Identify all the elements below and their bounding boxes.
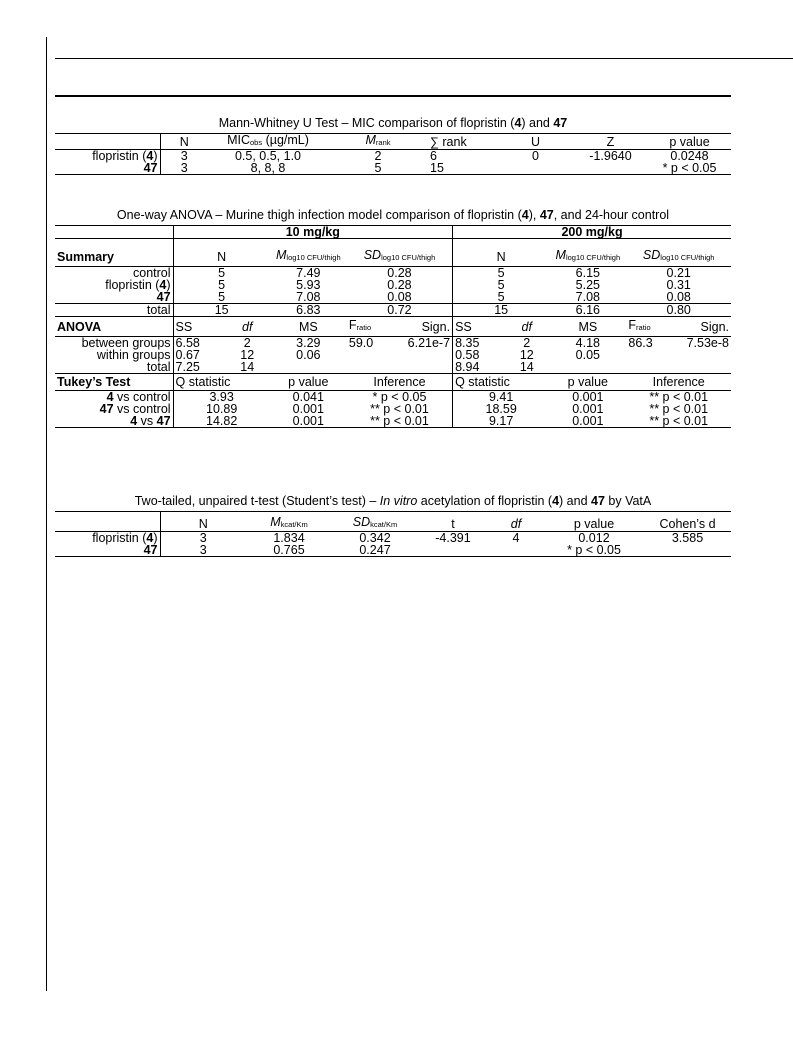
table-row: 47 vs control 10.89 0.001 ** p < 0.01 18.59 0.001 ** p < 0.01 [55,403,731,415]
table-row: flopristin (4) 3 0.5, 0.5, 1.0 2 6 0 -1.9640 0.0248 [55,150,731,163]
header-rule [55,58,793,59]
table-row: within groups 0.67 12 0.06 0.58 12 0.05 [55,349,731,361]
table-row: control 5 7.49 0.28 5 6.15 0.21 [55,267,731,280]
table-row: flopristin (4) 3 1.834 0.342 -4.391 4 0.012 3.585 [55,532,731,545]
mw-h-n: N [160,134,208,150]
table-row: total 7.25 14 8.94 14 [55,361,731,374]
table-row: total 15 6.83 0.72 15 6.16 0.80 [55,304,731,317]
mw-h-mic: $MIC_{obs}$ (µg/mL) [208,134,328,150]
table-row: 47 3 0.765 0.247 * p < 0.05 [55,544,731,557]
mw-title: Mann-Whitney U Test – MIC comparison of flopristin (4) and 47 [218,116,568,130]
tukey-header-row: Tukey’s Test Q statistic p value Inference Q statistic p value Inference [55,374,731,391]
anova-header-row: ANOVA SS df MS $F_{ratio}$ Sign. SS df MS $F_{ratio}$ Sign. [55,317,731,337]
mw-header-row [55,134,731,150]
page-margin-line [46,37,47,991]
t-test-table [55,490,731,557]
table-row: 4 vs control 3.93 0.041 * p < 0.05 9.41 0.001 ** p < 0.01 [55,391,731,404]
anova-label: ANOVA [55,317,173,337]
t-test-header-row: N $M_{kcat/Km}$ $SD_{kcat/Km}$ t df p value Cohen’s d [55,512,731,532]
tukey-label: Tukey’s Test [55,374,173,391]
table-row: between groups 6.58 2 3.29 59.0 6.21e-7 8.35 2 4.18 86.3 7.53e-8 [55,337,731,350]
table-row: 47 3 8, 8, 8 5 15 * p < 0.05 [55,162,731,175]
mw-h-p: p value [648,134,731,150]
table-row: flopristin (4) 5 5.93 0.28 5 5.25 0.31 [55,279,731,291]
mw-h-z: Z [573,134,648,150]
anova-title: One-way ANOVA – Murine thigh infection model comparison of flopristin (4), 47, and 24-hour control [116,208,670,222]
table-row: 4 vs 47 14.82 0.001 ** p < 0.01 9.17 0.001 ** p < 0.01 [55,415,731,428]
dose-200mgkg: 200 mg/kg [453,226,731,239]
mw-h-sumrank: ∑ rank [428,134,498,150]
anova-dose-row [55,226,731,239]
mw-h-u: U [498,134,573,150]
mw-top-rule [55,95,731,97]
row-label: flopristin (4) [55,150,160,163]
dose-10mgkg: 10 mg/kg [173,226,453,239]
t-test-title: Two-tailed, unpaired t-test (Student’s test) – In vitro acetylation of flopristin (4) and 47 by VatA [134,494,652,508]
anova-table [55,204,731,428]
mann-whitney-table [55,113,731,175]
row-label: 47 [55,162,160,175]
summary-header-row: Summary N $M_{log10 CFU/thigh}$ $SD_{log10 CFU/thigh}$ N $M_{log10 CFU/thigh}$ $SD_{log10 CFU/thigh}$ [55,239,731,267]
mw-h-mrank: $M_{rank}$ [328,134,428,150]
summary-label: Summary [55,239,173,267]
table-row: 47 5 7.08 0.08 5 7.08 0.08 [55,291,731,304]
